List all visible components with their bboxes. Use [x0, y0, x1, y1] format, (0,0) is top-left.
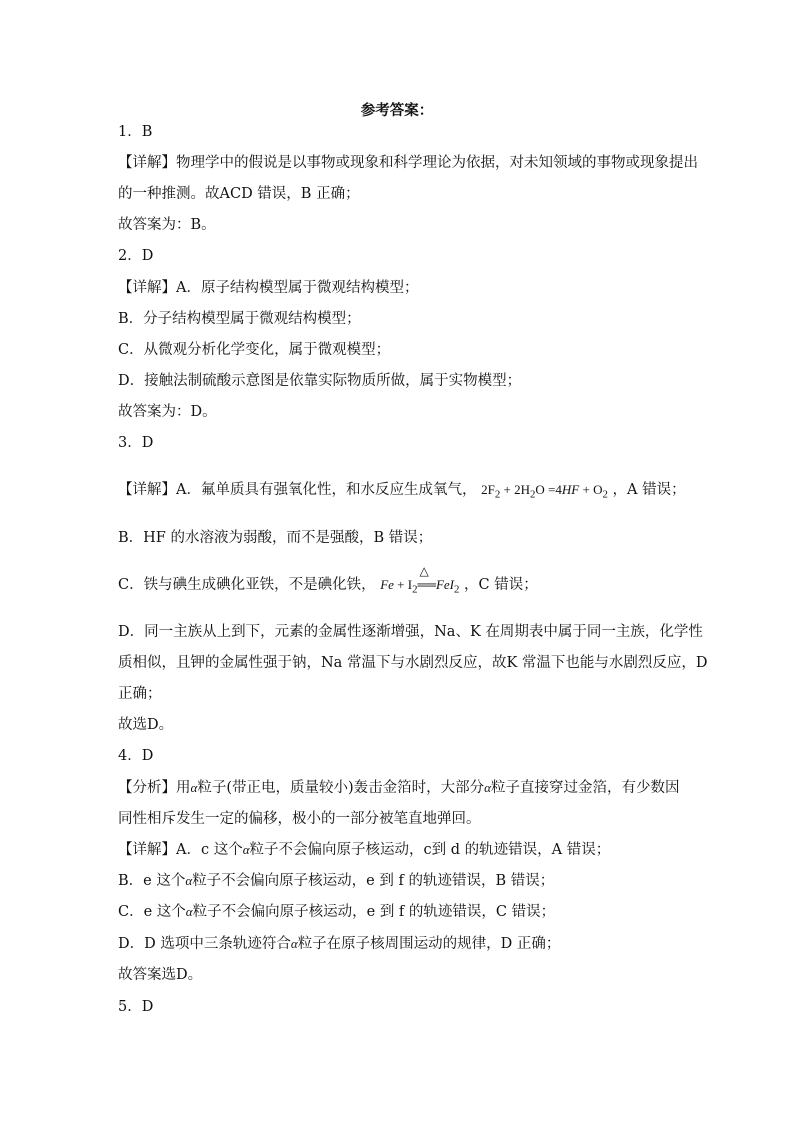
answer-4-analysis: 【分析】用α粒子(带正电，质量较小)轰击金箔时，大部分α粒子直接穿过金箔，有少数因: [118, 780, 680, 796]
answer-2-option-a: 【详解】A．原子结构模型属于微观结构模型；: [118, 280, 419, 296]
answer-2-option-b: B．分子结构模型属于微观结构模型；: [118, 311, 361, 327]
answer-2-final: 故答案为：D。: [118, 404, 217, 420]
answer-3-option-a-suffix: ，A 错误；: [612, 482, 686, 498]
answer-4-analysis-cont: 同性相斥发生一定的偏移，极小的一部分被笔直地弹回。: [118, 811, 481, 827]
alpha-symbol: α: [290, 936, 298, 951]
answer-3-option-d-end: 正确；: [118, 686, 162, 702]
answer-1-final: 故答案为：B。: [118, 217, 216, 233]
iron-iodine-equation: $Fe + I_2$ △ ══FeI$_2$: [380, 577, 459, 592]
answer-1-heading: 1．B: [118, 124, 153, 140]
alpha-symbol: α: [190, 780, 198, 795]
page-title: 参考答案：: [360, 102, 434, 119]
fluorine-water-equation: $2F_2 + 2H_2O =4HF + O_2$: [481, 482, 608, 501]
answer-4-option-b: B．e 这个α粒子不会偏向原子核运动，e 到 f 的轨迹错误，B 错误；: [118, 873, 555, 889]
answer-2-option-d: D．接触法制硫酸示意图是依靠实际物质所做，属于实物模型；: [118, 373, 522, 389]
delta-symbol: △: [419, 564, 429, 578]
answer-5-heading: 5．D: [118, 999, 154, 1015]
answer-4-option-d: D．D 选项中三条轨迹符合α粒子在原子核周围运动的规律，D 正确；: [118, 936, 561, 952]
answer-3-option-d-cont: 质相似，且钾的金属性强于钠，Na 常温下与水剧烈反应，故K 常温下也能与水剧烈反应，D: [118, 655, 708, 671]
answer-4-final: 故答案选D。: [118, 967, 203, 983]
answer-4-option-c: C．e 这个α粒子不会偏向原子核运动，e 到 f 的轨迹错误，C 错误；: [118, 904, 556, 920]
heat-condition: △ ══: [418, 575, 436, 595]
answer-3-option-d: D．同一主族从上到下，元素的金属性逐渐增强，Na、K 在周期表中属于同一主族，化学性: [118, 624, 703, 640]
answer-2-option-c: C．从微观分析化学变化，属于微观模型；: [118, 342, 391, 358]
answer-1-detail-cont: 的一种推测。故ACD 错误，B 正确；: [118, 186, 360, 202]
answer-3-option-a-text: 【详解】A．氟单质具有强氧化性，和水反应生成氧气，: [118, 482, 477, 498]
answer-3-option-b: B．HF 的水溶液为弱酸，而不是强酸，B 错误；: [118, 530, 433, 546]
answer-3-final: 故选D。: [118, 717, 174, 733]
answer-3-option-c: [118, 564, 538, 600]
answer-1-detail: 【详解】物理学中的假说是以事物或现象和科学理论为依据，对未知领域的事物或现象提出: [118, 155, 698, 171]
answer-3-heading: 3．D: [118, 435, 154, 451]
alpha-symbol: α: [185, 873, 193, 888]
alpha-symbol: α: [242, 842, 250, 857]
answer-3-option-c-suffix: ，C 错误；: [464, 577, 538, 593]
alpha-symbol: α: [484, 780, 491, 795]
answer-4-option-a: 【详解】A．c 这个α粒子不会偏向原子核运动，c到 d 的轨迹错误，A 错误；: [118, 842, 611, 858]
answer-3-option-a: [118, 480, 686, 505]
alpha-symbol: α: [185, 904, 193, 919]
answer-2-heading: 2．D: [118, 248, 154, 264]
answer-3-option-c-text: C．铁与碘生成碘化亚铁，不是碘化铁，: [118, 577, 376, 593]
answer-4-heading: 4．D: [118, 748, 154, 764]
